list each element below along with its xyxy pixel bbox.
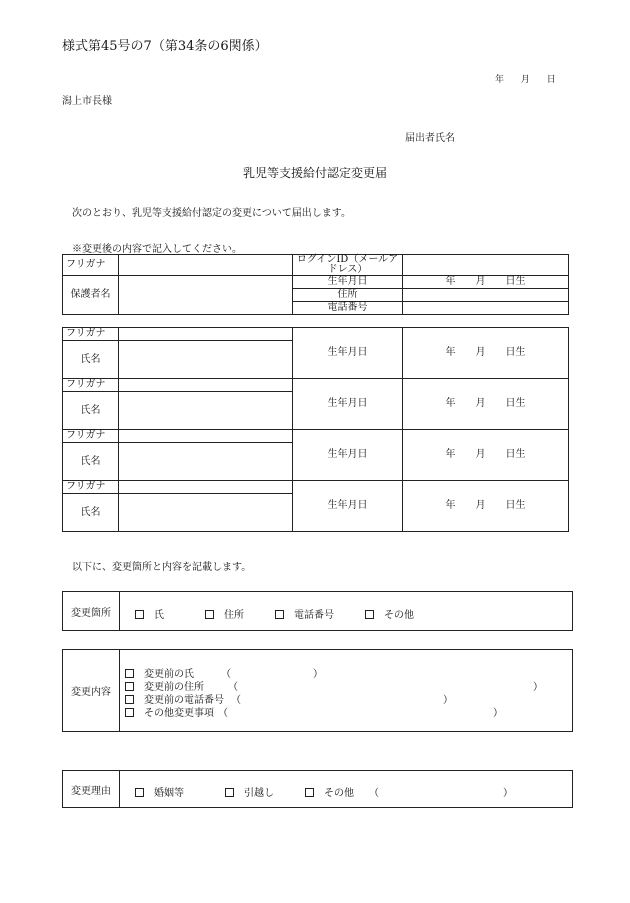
children-table [62,327,569,532]
child-name-label: 氏名 [63,392,119,430]
lower-note: 以下に、変更箇所と内容を記載します。 [72,562,252,573]
change-content-option-other[interactable]: その他変更事項 [125,704,214,719]
child-name-label: 氏名 [63,341,119,379]
open-paren: （ [231,695,241,706]
child-row [63,328,569,341]
note-text: ※変更後の内容で記入してください。 [72,244,242,255]
change-place-label: 変更箇所 [63,592,120,630]
child-furigana-field[interactable] [119,430,293,443]
child-birth-label: 生年月日 [293,481,403,532]
open-paren: （ [369,788,379,799]
child-birth-field[interactable]: 年 月 日生 [403,379,569,430]
child-row [63,481,569,494]
guardian-name-field[interactable] [119,276,293,315]
change-place-box [62,591,573,631]
form-number: 様式第45号の7（第34条の6関係） [62,39,268,54]
guardian-address-label: 住所 [293,289,403,302]
checkbox-icon[interactable] [305,788,314,797]
open-paren: （ [218,708,228,719]
checkbox-icon[interactable] [125,708,134,717]
child-name-label: 氏名 [63,443,119,481]
guardian-table [62,254,569,315]
close-paren: ） [503,788,513,799]
close-paren: ） [313,669,323,680]
child-birth-label: 生年月日 [293,379,403,430]
child-birth-label: 生年月日 [293,430,403,481]
change-content-option-name[interactable]: 変更前の氏 [125,665,194,680]
checkbox-icon[interactable] [125,695,134,704]
checkbox-icon[interactable] [225,788,234,797]
checkbox-icon[interactable] [135,610,144,619]
open-paren: （ [228,682,238,693]
change-place-option-address[interactable]: 住所 [205,606,244,621]
child-name-field[interactable] [119,443,293,481]
page-title: 乳児等支援給付認定変更届 [242,166,387,180]
addressee: 潟上市長様 [62,96,112,107]
change-place-option-other[interactable]: その他 [365,606,414,621]
submitter-label: 届出者氏名 [405,133,455,144]
change-content-option-phone[interactable]: 変更前の電話番号 [125,691,224,706]
child-furigana-label: フリガナ [63,328,119,341]
checkbox-icon[interactable] [275,610,284,619]
checkbox-icon[interactable] [365,610,374,619]
change-reason-box [62,770,573,808]
child-name-field[interactable] [119,392,293,430]
intro-text: 次のとおり、乳児等支援給付認定の変更について届出します。 [72,208,351,219]
guardian-address-field[interactable] [403,289,569,302]
checkbox-icon[interactable] [135,788,144,797]
child-name-label: 氏名 [63,494,119,532]
change-reason-option-moving[interactable]: 引越し [225,784,274,799]
child-name-field[interactable] [119,494,293,532]
child-birth-field[interactable]: 年 月 日生 [403,481,569,532]
login-id-field[interactable] [403,255,569,276]
change-place-option-phone[interactable]: 電話番号 [275,606,334,621]
login-id-label: ログインID（メールアドレス） [293,255,403,276]
child-birth-field[interactable]: 年 月 日生 [403,430,569,481]
change-content-box [62,649,573,732]
change-content-option-address[interactable]: 変更前の住所 [125,678,204,693]
guardian-name-label: 保護者名 [63,276,119,315]
child-furigana-field[interactable] [119,328,293,341]
checkbox-icon[interactable] [125,682,134,691]
child-name-field[interactable] [119,341,293,379]
guardian-birth-field[interactable]: 年 月 日生 [403,276,569,289]
change-content-label: 変更内容 [63,650,120,731]
open-paren: （ [221,669,231,680]
guardian-phone-label: 電話番号 [293,302,403,315]
child-birth-label: 生年月日 [293,328,403,379]
close-paren: ） [443,695,453,706]
guardian-phone-field[interactable] [403,302,569,315]
child-birth-field[interactable]: 年 月 日生 [403,328,569,379]
child-furigana-field[interactable] [119,481,293,494]
change-reason-label: 変更理由 [63,771,120,807]
close-paren: ） [493,708,503,719]
child-furigana-label: フリガナ [63,481,119,494]
checkbox-icon[interactable] [125,669,134,678]
checkbox-icon[interactable] [205,610,214,619]
child-row [63,430,569,443]
guardian-furigana-label: フリガナ [63,255,119,276]
close-paren: ） [533,682,543,693]
date-line: 年 月 日 [495,75,556,85]
change-reason-option-other[interactable]: その他 [305,784,354,799]
guardian-furigana-field[interactable] [119,255,293,276]
change-reason-option-marriage[interactable]: 婚姻等 [135,784,184,799]
change-place-option-name[interactable]: 氏 [135,606,164,621]
child-furigana-field[interactable] [119,379,293,392]
child-furigana-label: フリガナ [63,430,119,443]
guardian-birth-label: 生年月日 [293,276,403,289]
child-row [63,379,569,392]
child-furigana-label: フリガナ [63,379,119,392]
